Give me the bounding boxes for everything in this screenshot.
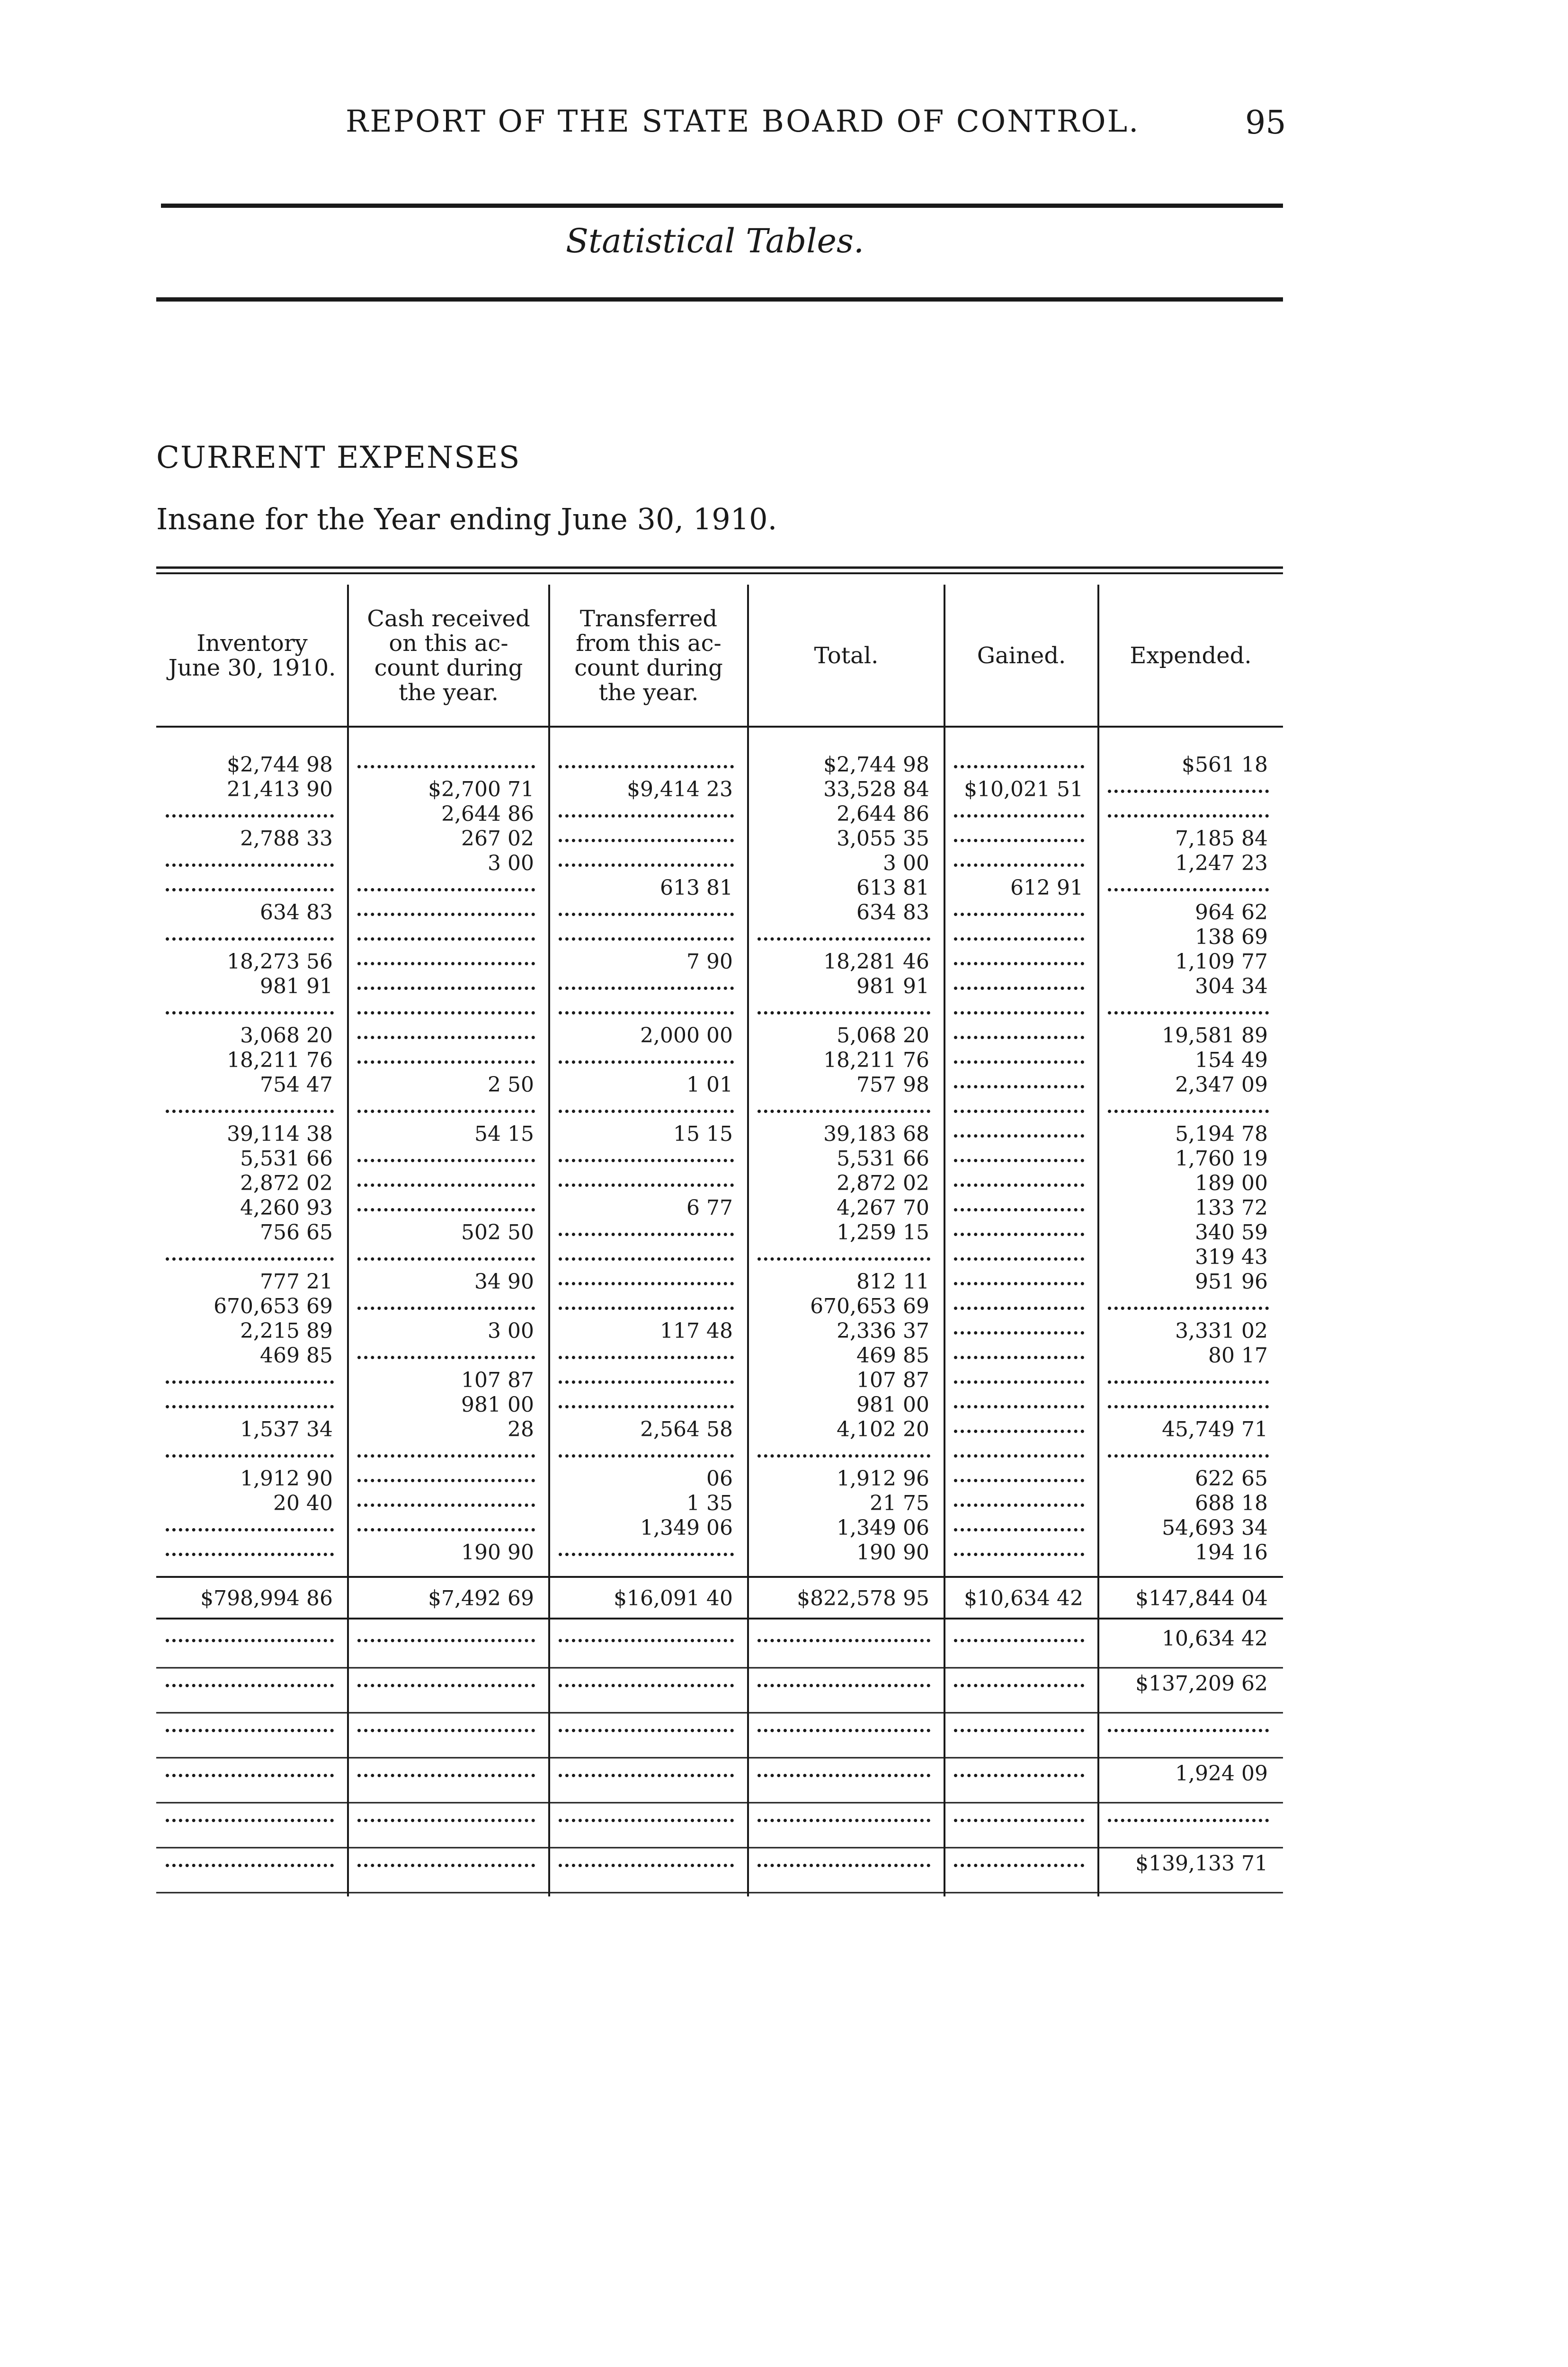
dot-leader [954,1110,1084,1113]
cell-expended: 7,185 84 [1175,827,1268,851]
dot-leader [1108,814,1269,818]
dot-leader [559,1257,734,1261]
dot-leader [559,1307,734,1310]
dot-leader [559,1233,734,1236]
cell-inventory: 754 47 [260,1073,333,1097]
column-header-expended: Expended. [1130,642,1252,669]
dot-leader [357,1454,535,1458]
cell-gained: 612 91 [1010,876,1083,900]
cell-inventory: 1,912 90 [240,1467,333,1491]
cell-total: 18,211 76 [823,1048,929,1072]
cell-expended: 19,581 89 [1162,1023,1268,1048]
dot-leader [559,863,734,867]
cell-total: 21 75 [870,1491,929,1515]
dot-leader [954,1479,1084,1482]
summary-expended: 10,634 42 [1162,1627,1268,1651]
cell-total: 634 83 [856,900,929,925]
dot-leader [166,1684,334,1687]
dot-leader [954,1159,1084,1162]
cell-total: $2,744 98 [823,753,929,777]
dot-leader [954,987,1084,990]
dot-leader [559,937,734,941]
cell-transferred: 613 81 [660,876,733,900]
dot-leader [357,1729,535,1732]
cell-inventory: 4,260 93 [240,1196,333,1220]
dot-leader [757,1729,930,1732]
column-header-gained: Gained. [977,642,1066,669]
cell-total: 757 98 [856,1073,929,1097]
cell-expended: 45,749 71 [1162,1417,1268,1442]
dot-leader [357,1307,535,1310]
dot-leader [954,1233,1084,1236]
cell-total: 1,349 06 [837,1516,929,1540]
section-title: Statistical Tables. [566,222,864,260]
cell-total: 1,912 96 [837,1467,929,1491]
cell-total: 4,102 20 [837,1417,929,1442]
cell-total: 4,267 70 [837,1196,929,1220]
cell-total: 39,183 68 [823,1122,929,1146]
total-total: $822,578 95 [797,1586,929,1611]
cell-cash-received: 107 87 [461,1368,534,1392]
dot-leader [559,1774,734,1777]
dot-leader [1108,1307,1269,1310]
dot-leader [357,937,535,941]
cell-total: 613 81 [856,876,929,900]
table-subcaption: Insane for the Year ending June 30, 1910. [156,502,777,536]
column-header-cash-received: Cash received on this ac- count during the year. [367,605,530,706]
dot-leader [954,1282,1084,1285]
dot-leader [357,1684,535,1687]
dot-leader [954,1060,1084,1064]
dot-leader [954,1085,1084,1088]
cell-expended: 54,693 34 [1162,1516,1268,1540]
dot-leader [1108,1729,1269,1732]
running-title: REPORT OF THE STATE BOARD OF CONTROL. [346,104,1140,139]
dot-leader [954,937,1084,941]
cell-cash-received: 28 [508,1417,534,1442]
cell-expended: 154 49 [1195,1048,1268,1072]
dot-leader [757,937,930,941]
dot-leader [357,888,535,891]
header-rule-top [161,204,1283,208]
dot-leader [954,962,1084,965]
cell-transferred: 06 [706,1467,733,1491]
cell-expended: 1,109 77 [1175,950,1268,974]
table-caption: CURRENT EXPENSES [156,440,521,475]
cell-expended: 5,194 78 [1175,1122,1268,1146]
dot-leader [954,1819,1084,1822]
cell-total: 981 00 [856,1393,929,1417]
dot-leader [559,913,734,916]
dot-leader [954,1864,1084,1867]
dot-leader [954,1134,1084,1138]
dot-leader [166,1257,334,1261]
dot-leader [954,1011,1084,1014]
cell-cash-received: 2 50 [488,1073,534,1097]
dot-leader [166,863,334,867]
cell-expended: 189 00 [1195,1171,1268,1195]
dot-leader [954,1356,1084,1359]
dot-leader [559,1380,734,1384]
total-expended: $147,844 04 [1135,1586,1268,1611]
cell-inventory: 20 40 [273,1491,333,1515]
dot-leader [954,1729,1084,1732]
cell-expended: 688 18 [1195,1491,1268,1515]
cell-total: 469 85 [856,1344,929,1368]
dot-leader [757,1819,930,1822]
dot-leader [954,1380,1084,1384]
dot-leader [357,1819,535,1822]
cell-transferred: 2,564 58 [640,1417,733,1442]
cell-total: 3,055 35 [837,827,929,851]
cell-cash-received: 267 02 [461,827,534,851]
cell-inventory: 670,653 69 [214,1294,333,1318]
dot-leader [559,1684,734,1687]
dot-leader [954,1036,1084,1039]
cell-total: 190 90 [856,1540,929,1565]
dot-leader [357,1257,535,1261]
dot-leader [166,1819,334,1822]
cell-inventory: 1,537 34 [240,1417,333,1442]
column-header-inventory: Inventory June 30, 1910. [168,630,336,681]
dot-leader [357,1208,535,1211]
dot-leader [954,1684,1084,1687]
dot-leader [954,839,1084,842]
dot-leader [757,1257,930,1261]
dot-leader [1108,1380,1269,1384]
dot-leader [166,1110,334,1113]
dot-leader [357,1036,535,1039]
cell-expended: 2,347 09 [1175,1073,1268,1097]
cell-expended: 951 96 [1195,1270,1268,1294]
dot-leader [954,1528,1084,1531]
cell-total: 981 91 [856,974,929,998]
dot-leader [559,1110,734,1113]
cell-expended: 304 34 [1195,974,1268,998]
cell-inventory: 2,788 33 [240,827,333,851]
cell-inventory: 21,413 90 [227,777,333,801]
dot-leader [357,1060,535,1064]
summary-expended: $139,133 71 [1135,1851,1268,1876]
cell-inventory: 3,068 20 [240,1023,333,1048]
cell-inventory: 18,211 76 [227,1048,333,1072]
cell-cash-received: 2,644 86 [441,802,534,826]
dot-leader [357,1528,535,1531]
cell-total: 2,644 86 [837,802,929,826]
cell-expended: 964 62 [1195,900,1268,925]
cell-cash-received: 34 90 [474,1270,534,1294]
dot-leader [757,1454,930,1458]
dot-leader [166,1528,334,1531]
dot-leader [954,1553,1084,1556]
dot-leader [559,839,734,842]
dot-leader [1108,1405,1269,1408]
cell-inventory: 2,872 02 [240,1171,333,1195]
dot-leader [757,1864,930,1867]
cell-inventory: 469 85 [260,1344,333,1368]
cell-transferred: 2,000 00 [640,1023,733,1048]
dot-leader [1108,1819,1269,1822]
dot-leader [559,1356,734,1359]
dot-leader [757,1639,930,1642]
cell-cash-received: 190 90 [461,1540,534,1565]
cell-expended: 1,760 19 [1175,1147,1268,1171]
dot-leader [1108,1011,1269,1014]
dot-leader [1108,888,1269,891]
dot-leader [954,814,1084,818]
cell-total: 3 00 [883,851,929,875]
cell-total: 2,872 02 [837,1171,929,1195]
dot-leader [166,1553,334,1556]
dot-leader [166,1729,334,1732]
dot-leader [357,1774,535,1777]
cell-inventory: 5,531 66 [240,1147,333,1171]
cell-total: 33,528 84 [823,777,929,801]
dot-leader [166,1774,334,1777]
dot-leader [757,1011,930,1014]
cell-inventory: 634 83 [260,900,333,925]
cell-inventory: 981 91 [260,974,333,998]
dot-leader [954,1208,1084,1211]
dot-leader [559,1405,734,1408]
dot-leader [757,1684,930,1687]
dot-leader [757,1774,930,1777]
dot-leader [357,1110,535,1113]
cell-total: 18,281 46 [823,950,929,974]
dot-leader [559,1729,734,1732]
dot-leader [166,1454,334,1458]
cell-expended: 1,247 23 [1175,851,1268,875]
cell-expended: 340 59 [1195,1220,1268,1245]
cell-gained: $10,021 51 [964,777,1083,801]
page-number: 95 [1245,104,1286,142]
cell-total: 812 11 [856,1270,929,1294]
cell-inventory: $2,744 98 [227,753,333,777]
cell-expended: $561 18 [1182,753,1268,777]
dot-leader [357,1011,535,1014]
cell-inventory: 2,215 89 [240,1319,333,1343]
dot-leader [954,863,1084,867]
column-header-transferred: Transferred from this ac- count during the year. [574,605,723,706]
dot-leader [357,1159,535,1162]
dot-leader [357,987,535,990]
summary-expended: $137,209 62 [1135,1672,1268,1696]
cell-inventory: 777 21 [260,1270,333,1294]
dot-leader [954,1405,1084,1408]
dot-leader [166,814,334,818]
cell-expended: 138 69 [1195,925,1268,949]
dot-leader [559,1011,734,1014]
cell-transferred: 1 01 [686,1073,733,1097]
dot-leader [559,1819,734,1822]
dot-leader [166,1011,334,1014]
dot-leader [166,937,334,941]
dot-leader [559,1639,734,1642]
cell-total: 5,531 66 [837,1147,929,1171]
cell-cash-received: 3 00 [488,1319,534,1343]
dot-leader [559,1553,734,1556]
dot-leader [954,1430,1084,1433]
cell-transferred: 117 48 [660,1319,733,1343]
dot-leader [954,1454,1084,1458]
dot-leader [357,1184,535,1187]
dot-leader [757,1110,930,1113]
running-head [156,99,1292,151]
cell-transferred: 1,349 06 [640,1516,733,1540]
dot-leader [954,1639,1084,1642]
dot-leader [559,1159,734,1162]
column-header-total: Total. [814,642,879,669]
cell-expended: 133 72 [1195,1196,1268,1220]
cell-total: 670,653 69 [810,1294,929,1318]
cell-transferred: 6 77 [686,1196,733,1220]
dot-leader [954,913,1084,916]
cell-transferred: 1 35 [686,1491,733,1515]
dot-leader [559,814,734,818]
dot-leader [954,1504,1084,1507]
dot-leader [1108,1454,1269,1458]
dot-leader [1108,790,1269,793]
dot-leader [559,1864,734,1867]
dot-leader [954,1331,1084,1335]
dot-leader [559,1454,734,1458]
cell-cash-received: 502 50 [461,1220,534,1245]
cell-expended: 319 43 [1195,1245,1268,1269]
cell-total: 107 87 [856,1368,929,1392]
summary-expended: 1,924 09 [1175,1762,1268,1786]
dot-leader [357,1356,535,1359]
cell-expended: 194 16 [1195,1540,1268,1565]
cell-cash-received: $2,700 71 [428,777,534,801]
dot-leader [357,962,535,965]
dot-leader [166,1380,334,1384]
cell-total: 5,068 20 [837,1023,929,1048]
cell-cash-received: 3 00 [488,851,534,875]
dot-leader [954,1774,1084,1777]
dot-leader [357,1864,535,1867]
cell-expended: 3,331 02 [1175,1319,1268,1343]
dot-leader [954,1184,1084,1187]
dot-leader [954,1307,1084,1310]
dot-leader [559,765,734,768]
dot-leader [559,1184,734,1187]
header-rule-bottom [156,297,1283,302]
dot-leader [357,1479,535,1482]
dot-leader [954,1257,1084,1261]
dot-leader [559,987,734,990]
dot-leader [166,1864,334,1867]
dot-leader [357,913,535,916]
cell-total: 2,336 37 [837,1319,929,1343]
total-transferred: $16,091 40 [614,1586,733,1611]
dot-leader [559,1282,734,1285]
total-gained: $10,634 42 [964,1586,1083,1611]
total-inventory: $798,994 86 [200,1586,333,1611]
cell-transferred: 7 90 [686,950,733,974]
dot-leader [559,1060,734,1064]
cell-expended: 622 65 [1195,1467,1268,1491]
cell-expended: 80 17 [1208,1344,1268,1368]
dot-leader [357,765,535,768]
cell-total: 1,259 15 [837,1220,929,1245]
dot-leader [1108,1110,1269,1113]
dot-leader [954,765,1084,768]
dot-leader [166,1405,334,1408]
dot-leader [166,1639,334,1642]
expense-ledger [156,566,1283,1901]
dot-leader [357,1639,535,1642]
cell-cash-received: 981 00 [461,1393,534,1417]
cell-inventory: 756 65 [260,1220,333,1245]
cell-transferred: $9,414 23 [627,777,733,801]
cell-inventory: 39,114 38 [227,1122,333,1146]
dot-leader [357,1504,535,1507]
dot-leader [166,888,334,891]
cell-inventory: 18,273 56 [227,950,333,974]
cell-transferred: 15 15 [673,1122,733,1146]
total-cash-received: $7,492 69 [428,1586,534,1611]
cell-cash-received: 54 15 [474,1122,534,1146]
